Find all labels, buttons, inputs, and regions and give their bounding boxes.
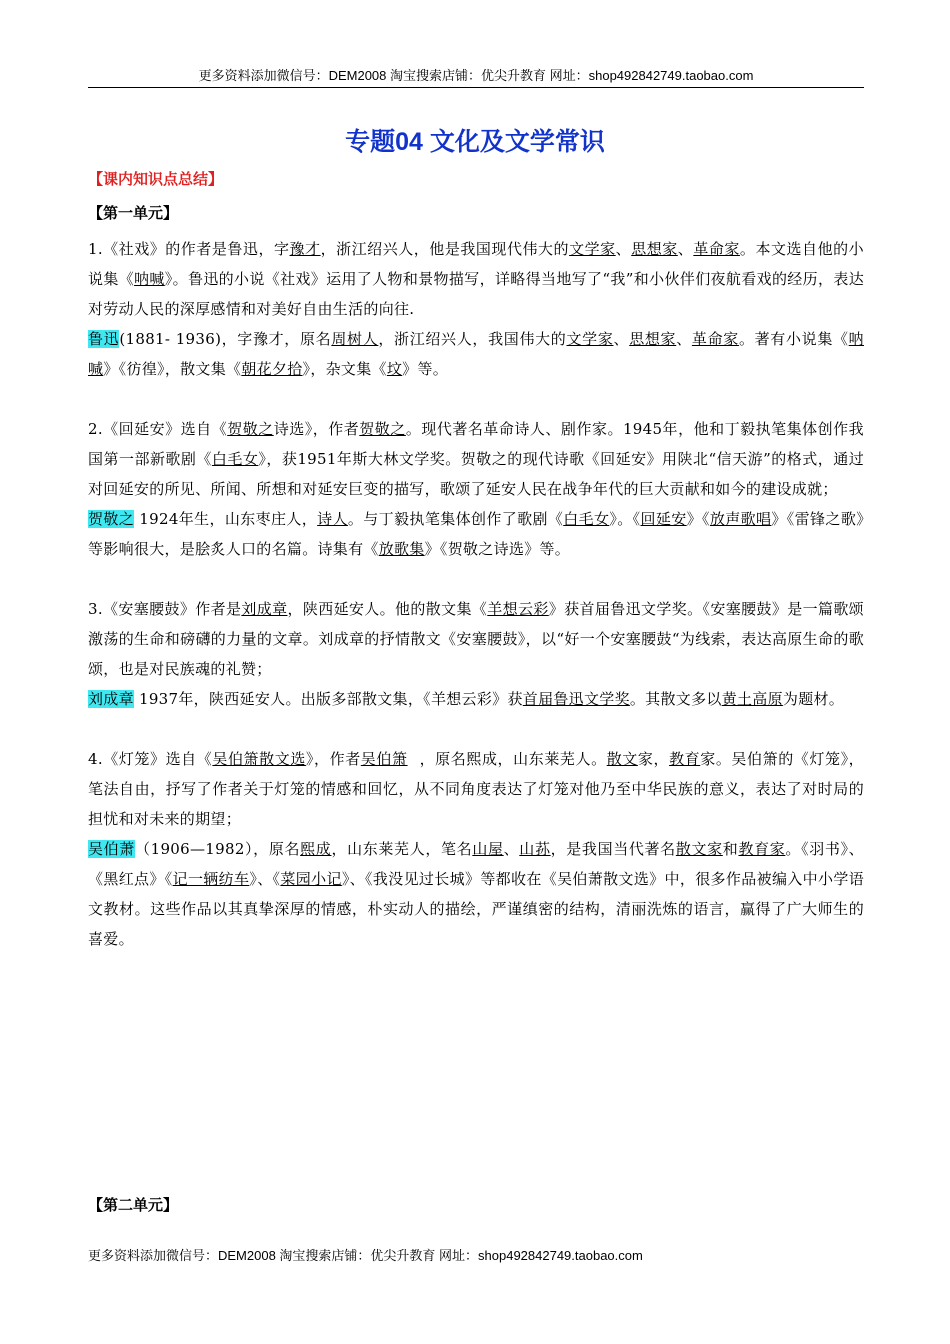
header-divider <box>88 87 864 88</box>
text-run: 》《雷锋之歌》等影响很大，是脍炙人口的名篇。诗集有《 <box>88 510 864 558</box>
text-run: ，是我国当代著名 <box>550 840 676 858</box>
underlined-term: 诗人 <box>317 510 348 528</box>
highlighted-author: 刘成章 <box>88 690 134 708</box>
text-run: 》等。 <box>402 360 449 378</box>
text-run: 3.《安塞腰鼓》作者是 <box>88 600 242 618</box>
text-run: (1881- 1936)，字豫才，原名 <box>119 330 332 348</box>
text-run: 4.《灯笼》选自《 <box>88 750 213 768</box>
item-4-author-bio <box>88 834 864 954</box>
paragraph-gap <box>88 714 864 744</box>
underlined-term: 吴伯箫散文选 <box>212 750 306 768</box>
paragraph-gap <box>88 564 864 594</box>
underlined-term: 贺敬之 <box>359 420 406 438</box>
underlined-term: 坟 <box>386 360 403 378</box>
text-run: 》，杂文集《 <box>302 360 387 378</box>
text-run: 。本文选自他的小说集《 <box>88 240 864 288</box>
underlined-term: 朝花夕拾 <box>241 360 303 378</box>
item-2-author-bio <box>88 504 864 564</box>
unit-1-heading: 【第一单元】 <box>88 204 179 222</box>
item-1-author-bio <box>88 324 864 384</box>
underlined-term: 菜园小记 <box>280 870 342 888</box>
underlined-term: 首届鲁迅文学奖 <box>522 690 630 708</box>
document-body <box>88 234 864 954</box>
item-2-description <box>88 414 864 504</box>
section-label: 【课内知识点总结】 <box>88 170 224 188</box>
text-run: 》《 <box>686 510 710 528</box>
text-run: 》，获1951年斯大林文学奖。贺敬之的现代诗歌《回延安》用陕北“信天游”的格式，通过对回延安的所见、所闻、所想和对延安巨变的描写，歌颂了延安人民在战争年代的巨大贡献和如今的建设成就； <box>88 450 865 498</box>
underlined-term: 呐喊 <box>134 270 165 288</box>
underlined-term: 放声歌唱 <box>709 510 772 528</box>
text-run: 2.《回延安》选自《 <box>88 420 228 438</box>
text-run: 。现代著名革命诗人、剧作家。1945年，他和丁毅执笔集体创作我国第一部新歌剧《 <box>88 420 864 468</box>
text-run: 、 <box>677 240 694 258</box>
underlined-term: 豫才 <box>289 240 321 258</box>
underlined-term: 散文 <box>606 750 638 768</box>
text-run: 、 <box>676 330 692 348</box>
text-run: 》《贺敬之诗选》等。 <box>424 540 571 558</box>
unit-2-heading: 【第二单元】 <box>88 1196 179 1214</box>
underlined-term: 刘成章 <box>241 600 288 618</box>
text-run: 和 <box>722 840 739 858</box>
text-run: ，山东莱芜人，笔名 <box>331 840 473 858</box>
text-run: 》、《 <box>249 870 281 888</box>
text-run: （1906—1982），原名 <box>134 840 301 858</box>
underlined-term: 记一辆纺车 <box>172 870 250 888</box>
underlined-term: 教育 <box>669 750 701 768</box>
text-run: ，陕西延安人。他的散文集《 <box>287 600 488 618</box>
underlined-term: 思想家 <box>629 330 677 348</box>
highlighted-author: 贺敬之 <box>88 510 135 528</box>
underlined-term: 羊想云彩 <box>487 600 549 618</box>
highlighted-author: 吴伯萧 <box>88 840 135 858</box>
paragraph-gap <box>88 384 864 414</box>
text-run: 》、《我没见过长城》等都收在《吴伯萧散文选》中，很多作品被编入中小学语文教材。这些作品以其真挚深厚的情感，朴实动人的描绘，严谨缜密的结构，清丽洗炼的语言，赢得了广大师生的喜爱。 <box>88 870 864 948</box>
text-run: ，浙江绍兴人，我国伟大的 <box>378 330 567 348</box>
text-run: 诗选》，作者 <box>273 420 360 438</box>
text-run: 1924年生，山东枣庄人， <box>134 510 318 528</box>
highlighted-author: 鲁迅 <box>88 330 120 348</box>
text-run: 、 <box>613 330 630 348</box>
text-run: 、 <box>615 240 632 258</box>
page-footer: 更多资料添加微信号：DEM2008 淘宝搜索店铺：优尖升教育 网址：shop492842749.taobao.com <box>88 1248 643 1263</box>
underlined-term: 黄土高原 <box>721 690 783 708</box>
item-3-author-bio <box>88 684 864 714</box>
underlined-term: 回延安 <box>640 510 687 528</box>
text-run: 为题材。 <box>782 690 845 708</box>
text-run: 》。鲁迅的小说《社戏》运用了人物和景物描写，详略得当地写了“我”和小伙伴们夜航看戏的经历，表达对劳动人民的深厚感情和对美好自由生活的向往. <box>88 270 864 318</box>
underlined-term: 白毛女 <box>563 510 610 528</box>
underlined-term: 白毛女 <box>211 450 259 468</box>
text-run: 、 <box>503 840 520 858</box>
text-run: 。《羽书》、《黑红点》《 <box>88 840 864 888</box>
underlined-term: 周树人 <box>331 330 379 348</box>
text-run: 1.《社戏》的作者是鲁迅，字 <box>88 240 290 258</box>
text-run: 。著有小说集《 <box>738 330 849 348</box>
underlined-term: 革命家 <box>691 330 739 348</box>
underlined-term: 文学家 <box>569 240 616 258</box>
text-run: 1937年，陕西延安人。出版多部散文集，《羊想云彩》获 <box>133 690 523 708</box>
underlined-term: 思想家 <box>631 240 678 258</box>
text-run: ，原名熙成，山东莱芜人。 <box>419 750 607 768</box>
underlined-term: 山荪 <box>519 840 551 858</box>
text-run: 》，作者 <box>305 750 361 768</box>
item-1-description <box>88 234 864 324</box>
page-header: 更多资料添加微信号：DEM2008 淘宝搜索店铺：优尖升教育 网址：shop492842749.taobao.com <box>198 68 754 83</box>
text-run: 家。吴伯箫的《灯笼》，笔法自由，抒写了作者关于灯笼的情感和回忆，从不同角度表达了灯笼对他乃至中华民族的意义，表达了对时局的担忧和对未来的期望； <box>88 750 864 828</box>
item-4-description <box>88 744 864 834</box>
underlined-term: 放歌集 <box>378 540 425 558</box>
text-run: 》。《 <box>609 510 641 528</box>
text-run: ，浙江绍兴人，他是我国现代伟大的 <box>320 240 570 258</box>
page-title: 专题04 文化及文学常识 <box>345 128 605 156</box>
underlined-term: 山屋 <box>472 840 504 858</box>
underlined-term: 熙成 <box>300 840 332 858</box>
underlined-term: 革命家 <box>693 240 740 258</box>
underlined-term: 文学家 <box>566 330 614 348</box>
text-run: 。与丁毅执笔集体创作了歌剧《 <box>347 510 564 528</box>
underlined-term: 吴伯箫 <box>360 750 408 768</box>
text-run: 》获首届鲁迅文学奖。《安塞腰鼓》是一篇歌颂激荡的生命和磅礴的力量的文章。刘成章的抒情散文《安塞腰鼓》，以“好一个安塞腰鼓“为线索，表达高原生命的歌颂，也是对民族魂的礼赞； <box>88 600 864 678</box>
underlined-term: 贺敬之 <box>227 420 274 438</box>
text-run: 家， <box>637 750 670 768</box>
text-run: 》《彷徨》，散文集《 <box>103 360 242 378</box>
underlined-term: 呐喊 <box>88 330 864 378</box>
underlined-term: 散文家 <box>675 840 723 858</box>
item-3-description <box>88 594 864 684</box>
underlined-term: 教育家 <box>738 840 786 858</box>
text-run: 。其散文多以 <box>629 690 722 708</box>
